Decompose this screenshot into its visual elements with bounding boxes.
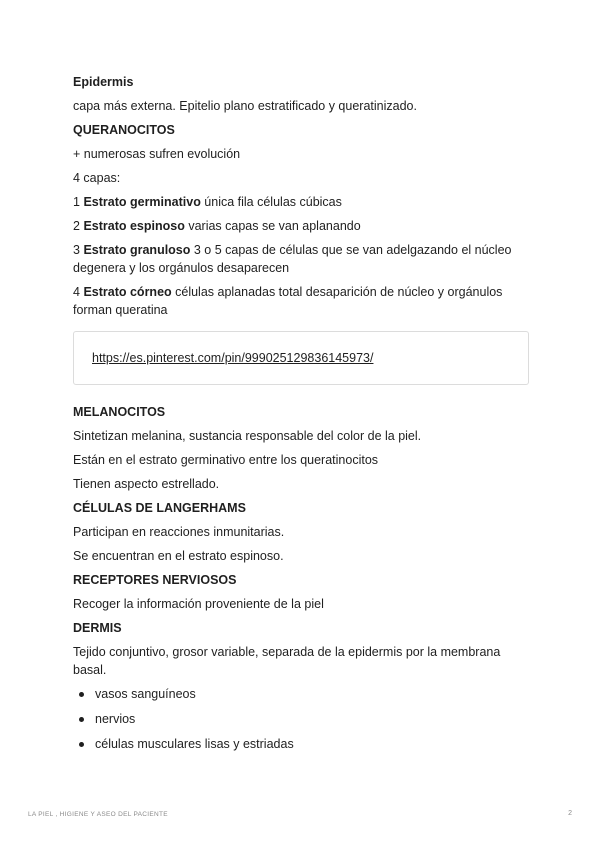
layer-text: 3 o 5 capas de células que se van adelgazando el núcleo degenera y los orgánulos desaparecen xyxy=(73,243,512,275)
heading-dermis: DERMIS xyxy=(73,621,122,635)
heading-epidermis: Epidermis xyxy=(73,75,134,89)
layer-number: 1 xyxy=(73,195,84,209)
heading-melanocitos: MELANOCITOS xyxy=(73,405,166,419)
layer-item-2 xyxy=(73,217,529,235)
layer-item-3 xyxy=(73,241,529,277)
layer-name: Estrato germinativo xyxy=(83,195,201,209)
page-number: 2 xyxy=(568,810,572,817)
langerhams-line-2: Se encuentran en el estrato espinoso. xyxy=(73,549,284,563)
epidermis-description: capa más externa. Epitelio plano estratificado y queratinizado. xyxy=(73,99,417,113)
layer-text: varias capas se van aplanando xyxy=(184,219,361,233)
dermis-list xyxy=(73,685,529,753)
queranocitos-line-2: 4 capas: xyxy=(73,171,121,185)
page-content xyxy=(73,73,529,760)
layer-number: 3 xyxy=(73,243,84,257)
bookmark-link[interactable]: https://es.pinterest.com/pin/999025129836145973/ xyxy=(92,351,374,365)
bullet-icon xyxy=(79,717,84,722)
layer-item-1 xyxy=(73,193,529,211)
list-item-text: nervios xyxy=(95,712,136,726)
langerhams-line-1: Participan en reacciones inmunitarias. xyxy=(73,525,285,539)
heading-langerhams: CÉLULAS DE LANGERHAMS xyxy=(73,501,246,515)
receptores-line: Recoger la información proveniente de la piel xyxy=(73,597,324,611)
layer-number: 2 xyxy=(73,219,84,233)
dermis-description: Tejido conjuntivo, grosor variable, separada de la epidermis por la membrana basal. xyxy=(73,645,501,677)
list-item xyxy=(73,735,529,753)
layer-text: células aplanadas total desaparición de núcleo y orgánulos forman queratina xyxy=(73,285,503,317)
list-item-text: vasos sanguíneos xyxy=(95,687,196,701)
bullet-icon xyxy=(79,742,84,747)
layer-item-4 xyxy=(73,283,529,319)
layer-text: única fila células cúbicas xyxy=(200,195,342,209)
melanocitos-line-2: Están en el estrato germinativo entre los queratinocitos xyxy=(73,453,379,467)
layer-number: 4 xyxy=(73,285,84,299)
heading-queranocitos: QUERANOCITOS xyxy=(73,123,175,137)
layer-name: Estrato córneo xyxy=(83,285,172,299)
layer-name: Estrato granuloso xyxy=(83,243,191,257)
queranocitos-line-1: + numerosas sufren evolución xyxy=(73,147,241,161)
list-item-text: células musculares lisas y estriadas xyxy=(95,737,294,751)
list-item xyxy=(73,710,529,728)
melanocitos-line-3: Tienen aspecto estrellado. xyxy=(73,477,220,491)
melanocitos-line-1: Sintetizan melanina, sustancia responsable del color de la piel. xyxy=(73,429,422,443)
bookmark-card[interactable] xyxy=(73,331,529,385)
layer-name: Estrato espinoso xyxy=(83,219,185,233)
heading-receptores: RECEPTORES NERVIOSOS xyxy=(73,573,237,587)
bullet-icon xyxy=(79,692,84,697)
footer-title: LA PIEL , HIGIENE Y ASEO DEL PACIENTE xyxy=(28,811,168,818)
list-item xyxy=(73,685,529,703)
